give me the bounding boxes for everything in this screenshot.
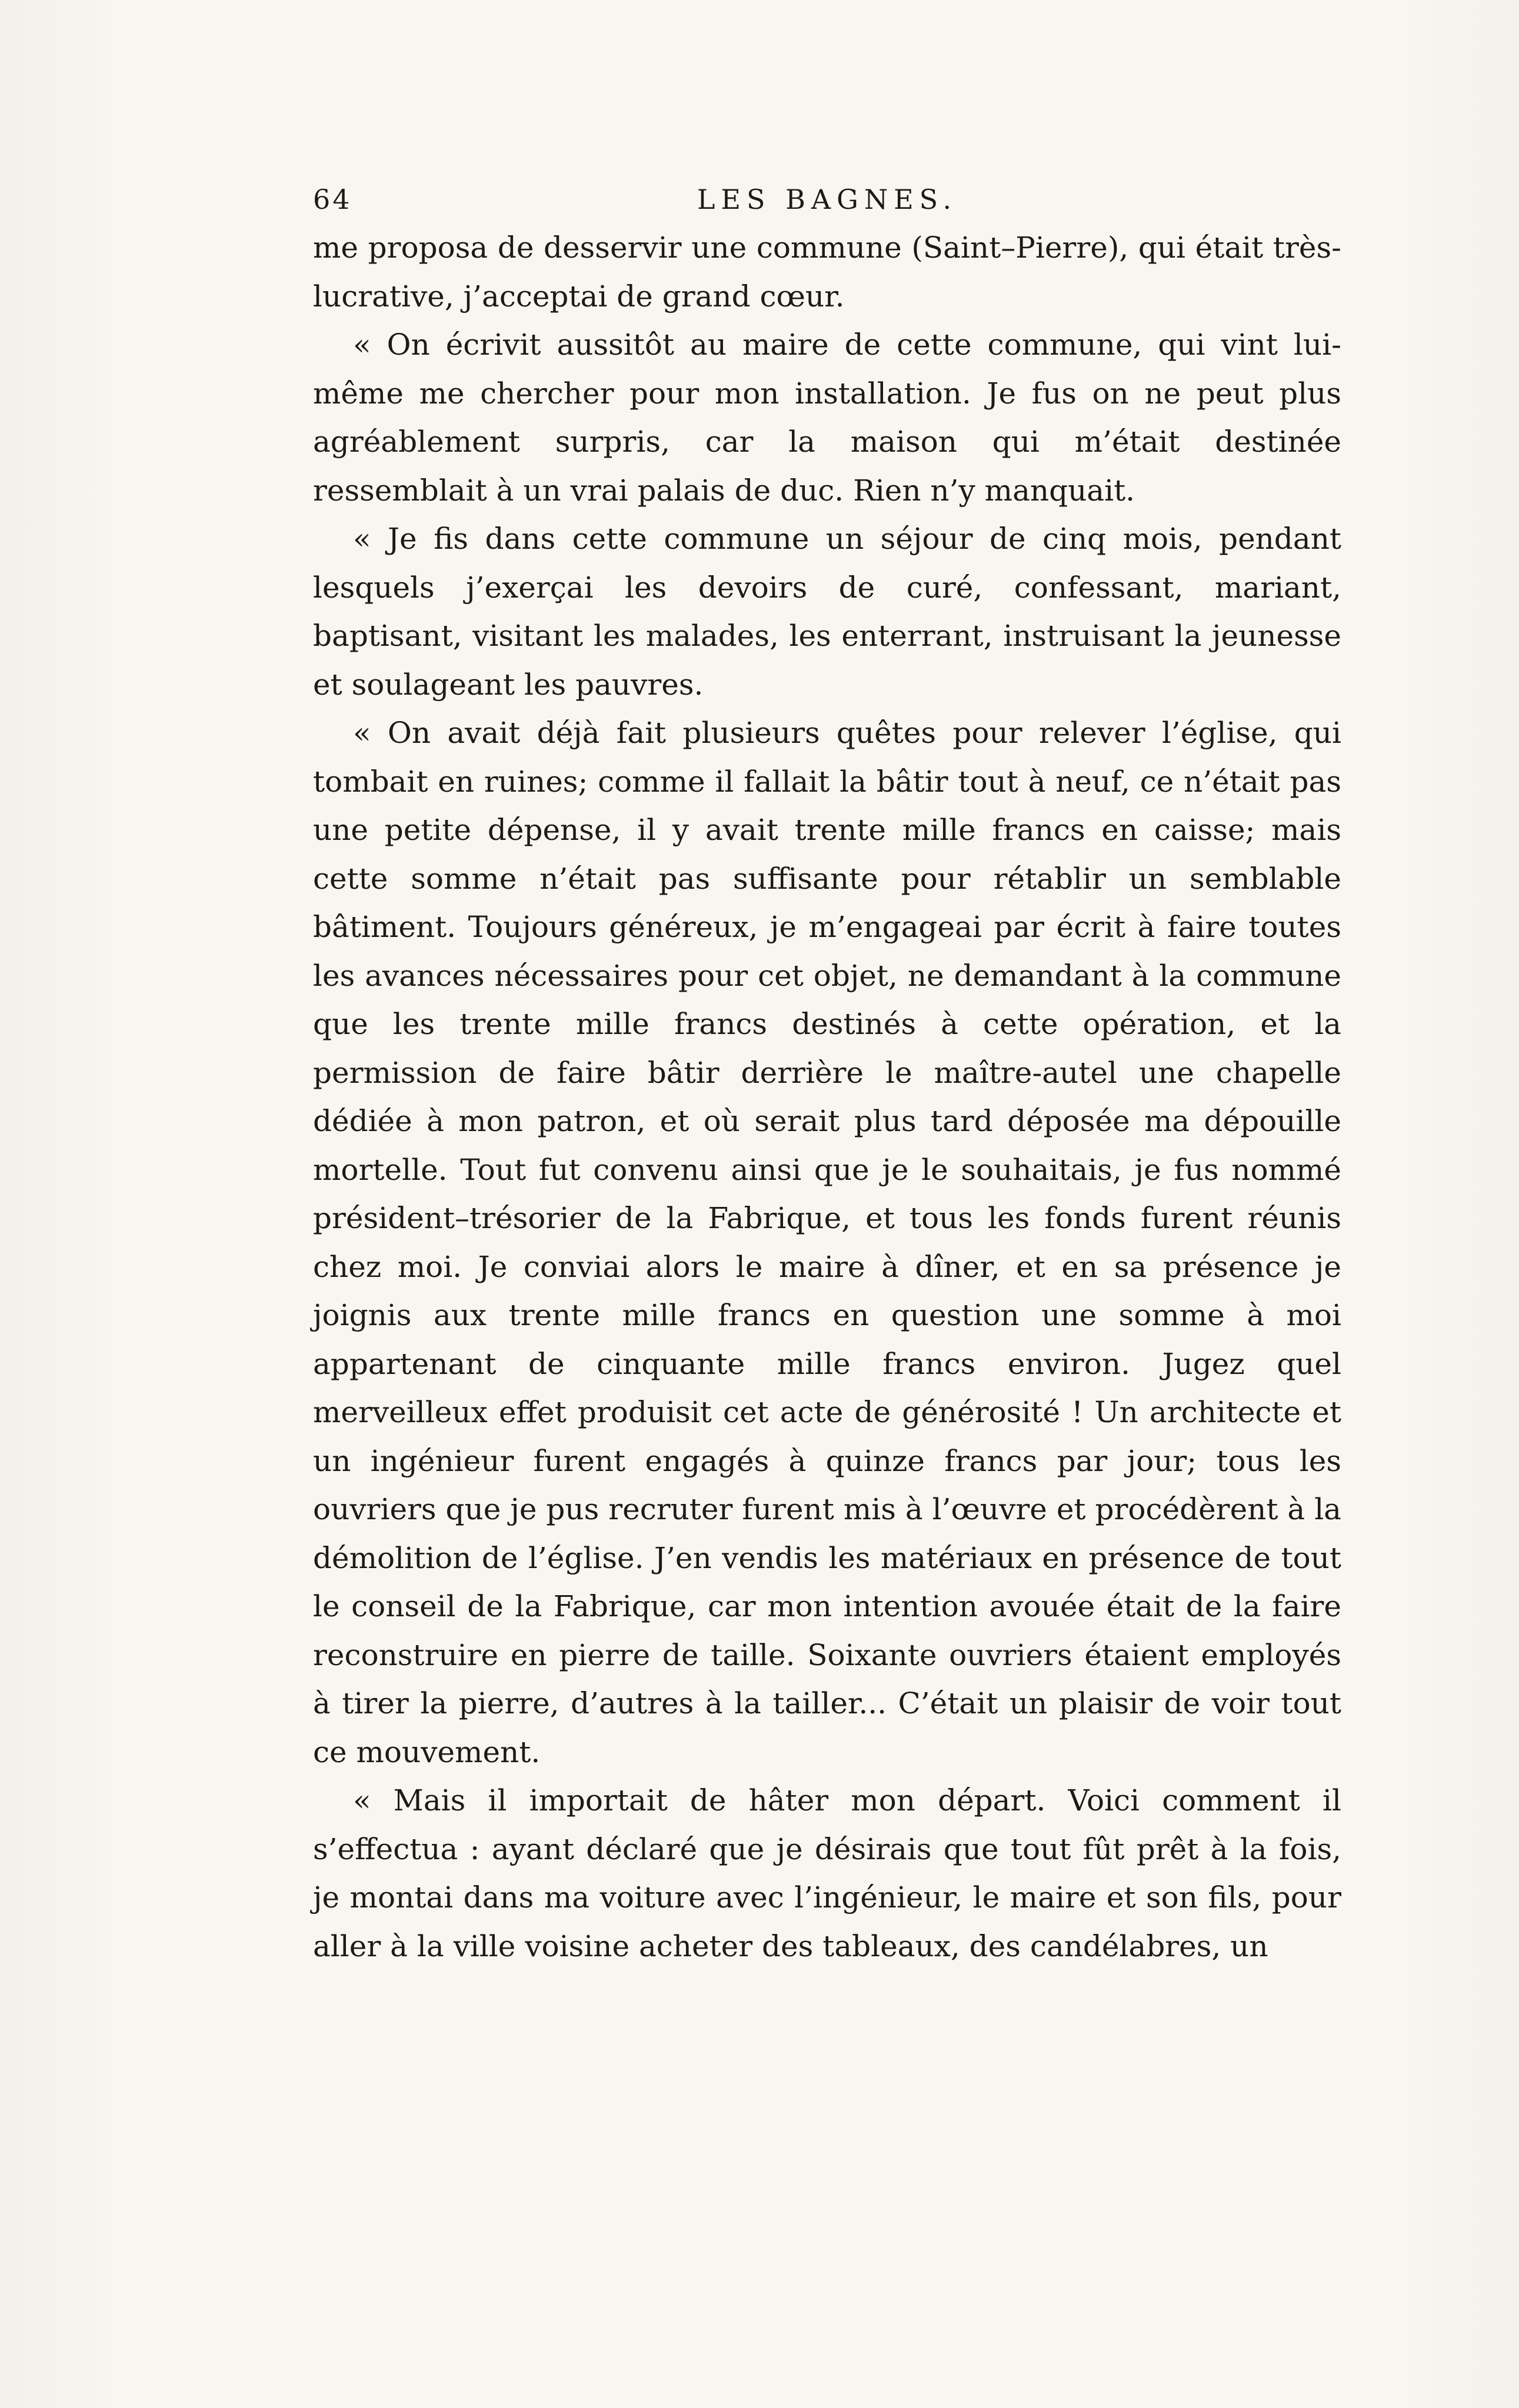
running-title: LES BAGNES. — [697, 184, 958, 215]
paragraph-5: « Mais il importait de hâter mon départ. Voici comment il s’effectua : ayant déclaré que je désirais que tout fût prêt à la fois, je montai dans ma voiture avec l’ingénieur, le maire et son fils, pour aller à la ville voisine acheter des tableaux, des candélabres, un — [313, 1783, 1341, 1963]
page-number: 64 — [313, 184, 352, 215]
paragraph-4: « On avait déjà fait plusieurs quêtes pour relever l’église, qui tombait en ruines; comme il fallait la bâtir tout à neuf, ce n’était pas une petite dépense, il y avait trente mille francs en caisse; mais cette somme n’était pas suffisante pour rétablir un semblable bâtiment. Toujours généreux, je m’engageai par écrit à faire toutes les avances nécessaires pour cet objet, ne demandant à la commune que les trente mille francs destinés à cette opération, et la permission de faire bâtir derrière le maître-autel une chapelle dédiée à mon patron, et où serait plus tard déposée ma dépouille mortelle. Tout fut convenu ainsi que je le souhaitais, je fus nommé président–trésorier de la Fabrique, et tous les fonds furent réunis chez moi. Je conviai alors le maire à dîner, et en sa présence je joignis aux trente mille francs en question une somme à moi appartenant de cinquante mille francs environ. Jugez quel merveilleux effet produisit cet acte de générosité ! Un architecte et un ingénieur furent engagés à quinze francs par jour; tous les ouvriers que je pus recruter furent mis à l’œuvre et procédèrent à la démolition de l’église. J’en vendis les matériaux en présence de tout le conseil de la Fabrique, car mon intention avouée était de la faire reconstruire en pierre de taille. Soixante ouvriers étaient employés à tirer la pierre, d’autres à la tailler... C’était un plaisir de voir tout ce mouvement. — [313, 716, 1341, 1769]
paragraph-1: me proposa de desservir une commune (Saint–Pierre), qui était très-lucrative, j’acceptai de grand cœur. — [313, 231, 1341, 313]
text-block — [313, 171, 1341, 1970]
paragraph-3: « Je fis dans cette commune un séjour de cinq mois, pendant lesquels j’exerçai les devoirs de curé, confessant, mariant, baptisant, visitant les malades, les enterrant, instruisant la jeunesse et soulageant les pauvres. — [313, 522, 1341, 702]
running-head — [313, 171, 1341, 224]
paragraph-2: « On écrivit aussitôt au maire de cette commune, qui vint lui-même me chercher pour mon installation. Je fus on ne peut plus agréablement surpris, car la maison qui m’était destinée ressemblait à un vrai palais de duc. Rien n’y manquait. — [313, 328, 1341, 508]
